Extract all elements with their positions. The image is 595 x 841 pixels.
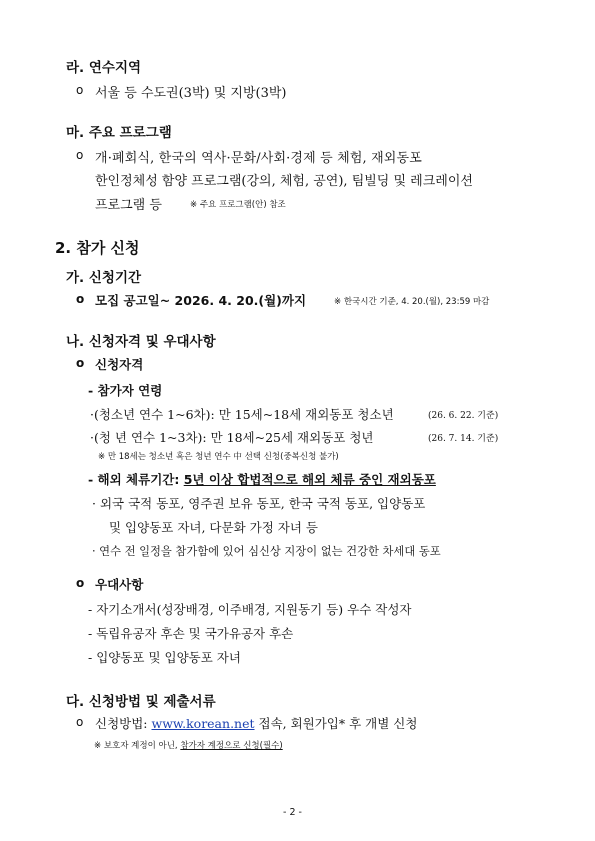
program-line-3: 프로그램 등 (95, 198, 162, 213)
period-note: ※ 한국시간 기준, 4. 20.(월), 23:59 마감 (334, 297, 490, 307)
preference-item: - 독립유공자 후손 및 국가유공자 후손 (88, 626, 294, 641)
preference-title: 우대사항 (95, 577, 144, 592)
region-text: 서울 등 수도권(3박) 및 지방(3박) (95, 86, 287, 101)
preference-item: - 자기소개서(성장배경, 이주배경, 지원동기 등) 우수 작성자 (88, 602, 412, 617)
section-ma-title: 마. 주요 프로그램 (66, 125, 172, 141)
bullet-o: o (76, 715, 84, 729)
youth-age: ·(청소년 연수 1~6차): 만 15세~18세 재외동포 청소년 (90, 407, 394, 422)
section-ra-title: 라. 연수지역 (66, 60, 142, 76)
bullet-o: o (76, 576, 85, 590)
youth-ref-date: (26. 6. 22. 기준) (428, 411, 499, 421)
account-note-required: 참가자 계정으로 신청(필수) (180, 741, 283, 751)
program-note: ※ 주요 프로그램(안) 참조 (190, 200, 286, 210)
section-da-title: 다. 신청방법 및 제출서류 (66, 694, 216, 710)
qualification-title: 신청자격 (95, 357, 144, 372)
account-note-prefix: ※ 보호자 계정이 아닌, (94, 741, 181, 751)
age-note: ※ 만 18세는 청소년 혹은 청년 연수 中 선택 신청(중복신청 불가) (98, 452, 339, 462)
section-ga-title: 가. 신청기간 (66, 270, 142, 286)
bullet-o: o (76, 83, 84, 97)
section-2-title: 2. 참가 신청 (55, 239, 140, 257)
korean-net-link[interactable]: www.korean.net (151, 716, 255, 731)
stay-bullet-1-line-1: · 외국 국적 동포, 영주권 보유 동포, 한국 국적 동포, 입양동포 (92, 496, 426, 511)
application-method (95, 714, 417, 732)
page-number: - 2 - (283, 807, 302, 818)
stay-period-label: - 해외 체류기간: (88, 472, 184, 487)
section-na-title: 나. 신청자격 및 우대사항 (66, 334, 216, 350)
young-adult-ref-date: (26. 7. 14. 기준) (428, 434, 499, 444)
bullet-o: o (76, 148, 84, 162)
stay-period (88, 470, 436, 488)
account-note (94, 739, 283, 751)
bullet-o: o (76, 356, 85, 370)
stay-period-requirement: 5년 이상 합법적으로 해외 체류 중인 재외동포 (183, 472, 436, 487)
preference-item: - 입양동포 및 입양동포 자녀 (88, 650, 241, 665)
method-suffix: 접속, 회원가입* 후 개별 신청 (254, 716, 418, 731)
program-line-1: 개·폐회식, 한국의 역사·문화/사회·경제 등 체험, 재외동포 (95, 151, 422, 166)
age-title: - 참가자 연령 (88, 383, 163, 398)
bullet-o: o (76, 292, 85, 306)
stay-bullet-1-line-2: 및 입양동포 자녀, 다문화 가정 자녀 등 (109, 520, 318, 535)
application-period: 모집 공고일~ 2026. 4. 20.(월)까지 (95, 293, 307, 308)
program-line-2: 한인정체성 함양 프로그램(강의, 체험, 공연), 팀빌딩 및 레크레이션 (95, 174, 473, 189)
young-adult-age: ·(청 년 연수 1~3차): 만 18세~25세 재외동포 청년 (90, 430, 374, 445)
stay-bullet-2: · 연수 전 일정을 참가함에 있어 심신상 지장이 없는 건강한 차세대 동포 (92, 545, 441, 558)
method-label: 신청방법: (95, 716, 152, 731)
